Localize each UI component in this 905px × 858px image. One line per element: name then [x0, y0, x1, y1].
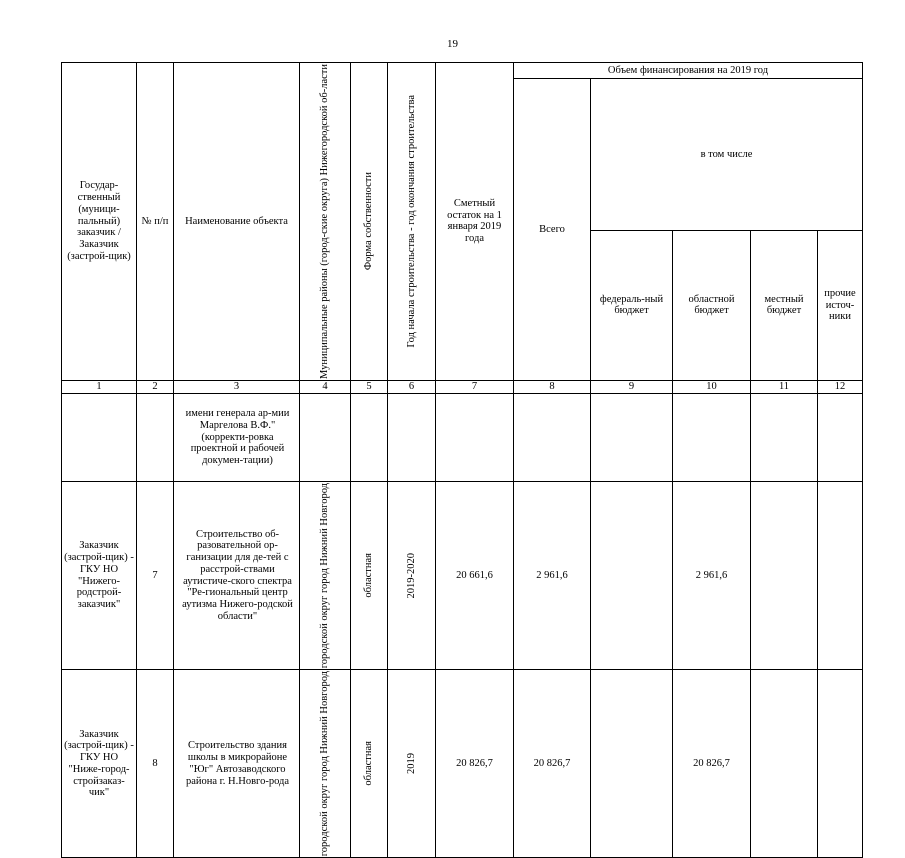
- table-row: [62, 670, 863, 858]
- column-number: 7: [436, 380, 514, 393]
- row-years: [388, 393, 436, 481]
- row-district: [300, 481, 351, 669]
- row-ownership: [351, 393, 388, 481]
- header-years-label: Год начала строительства - год окончания строительства: [405, 95, 417, 348]
- row-customer: [62, 393, 137, 481]
- row-total: 2 961,6: [514, 481, 591, 669]
- header-including: в том числе: [591, 79, 863, 231]
- header-federal: федераль-ный бюджет: [591, 230, 673, 380]
- header-object-name: Наименование объекта: [174, 63, 300, 381]
- column-number: 11: [751, 380, 818, 393]
- row-object-name: Строительство здания школы в микрорайоне "Юг" Автозаводского района г. Н.Новго-рода: [174, 670, 300, 858]
- row-remainder: [436, 393, 514, 481]
- column-number: 12: [818, 380, 863, 393]
- row-district-label: городской округ город Нижний Новгород: [319, 671, 331, 857]
- row-number: 8: [137, 670, 174, 858]
- column-number: 1: [62, 380, 137, 393]
- row-customer: Заказчик (застрой-щик) - ГКУ НО "Нижего-родстрой-заказчик": [62, 481, 137, 669]
- row-federal: [591, 481, 673, 669]
- row-ownership: [351, 670, 388, 858]
- row-number: [137, 393, 174, 481]
- row-years: [388, 670, 436, 858]
- header-customer: Государ-ственный (муници-пальный) заказчик / Заказчик (застрой-щик): [62, 63, 137, 381]
- header-number: № п/п: [137, 63, 174, 381]
- header-other: прочие источ-ники: [818, 230, 863, 380]
- header-district: [300, 63, 351, 381]
- row-regional: 20 826,7: [673, 670, 751, 858]
- header-total: Всего: [514, 79, 591, 381]
- row-ownership-label: областная: [363, 741, 375, 787]
- row-other: [818, 481, 863, 669]
- column-number: 5: [351, 380, 388, 393]
- row-district: [300, 393, 351, 481]
- row-local: [751, 481, 818, 669]
- column-number: 3: [174, 380, 300, 393]
- row-total: 20 826,7: [514, 670, 591, 858]
- row-object-name: Строительство об-разовательной ор-ганизации для де-тей с расстрой-ствами аутистиче-ского спектра "Ре-гиональный центр аутизма Нижего-родской области": [174, 481, 300, 669]
- row-years-label: 2019-2020: [405, 552, 417, 599]
- column-number: 2: [137, 380, 174, 393]
- column-number: 6: [388, 380, 436, 393]
- row-object-name: имени генерала ар-мии Маргелова В.Ф." (корректи-ровка проектной и рабочей докумен-тации): [174, 393, 300, 481]
- column-number: 8: [514, 380, 591, 393]
- header-years: [388, 63, 436, 381]
- row-number: 7: [137, 481, 174, 669]
- column-number-row: [62, 380, 863, 393]
- row-local: [751, 670, 818, 858]
- header-funding-title: Объем финансирования на 2019 год: [514, 63, 863, 79]
- row-customer: Заказчик (застрой-щик) - ГКУ НО "Ниже-город-стройзаказ-чик": [62, 670, 137, 858]
- row-federal: [591, 393, 673, 481]
- row-local: [751, 393, 818, 481]
- header-regional: областной бюджет: [673, 230, 751, 380]
- row-remainder: 20 826,7: [436, 670, 514, 858]
- column-number: 4: [300, 380, 351, 393]
- row-other: [818, 393, 863, 481]
- row-years-label: 2019: [405, 753, 417, 775]
- column-number: 10: [673, 380, 751, 393]
- header-district-label: Муниципальные районы (город-ские округа) Нижегородской об-ласти: [319, 64, 331, 379]
- header-remainder: Сметный остаток на 1 января 2019 года: [436, 63, 514, 381]
- row-other: [818, 670, 863, 858]
- row-ownership-label: областная: [363, 553, 375, 598]
- row-total: [514, 393, 591, 481]
- row-regional: 2 961,6: [673, 481, 751, 669]
- row-years: [388, 481, 436, 669]
- row-district: [300, 670, 351, 858]
- row-regional: [673, 393, 751, 481]
- table-row: [62, 481, 863, 669]
- row-federal: [591, 670, 673, 858]
- column-number: 9: [591, 380, 673, 393]
- page-number: 19: [447, 38, 458, 50]
- row-district-label: городской округ город Нижний Новгород: [319, 482, 331, 669]
- header-ownership: [351, 63, 388, 381]
- funding-table: [61, 62, 863, 858]
- header-ownership-label: Форма собственности: [363, 172, 375, 271]
- table-row: [62, 393, 863, 481]
- row-ownership: [351, 481, 388, 669]
- row-remainder: 20 661,6: [436, 481, 514, 669]
- header-local: местный бюджет: [751, 230, 818, 380]
